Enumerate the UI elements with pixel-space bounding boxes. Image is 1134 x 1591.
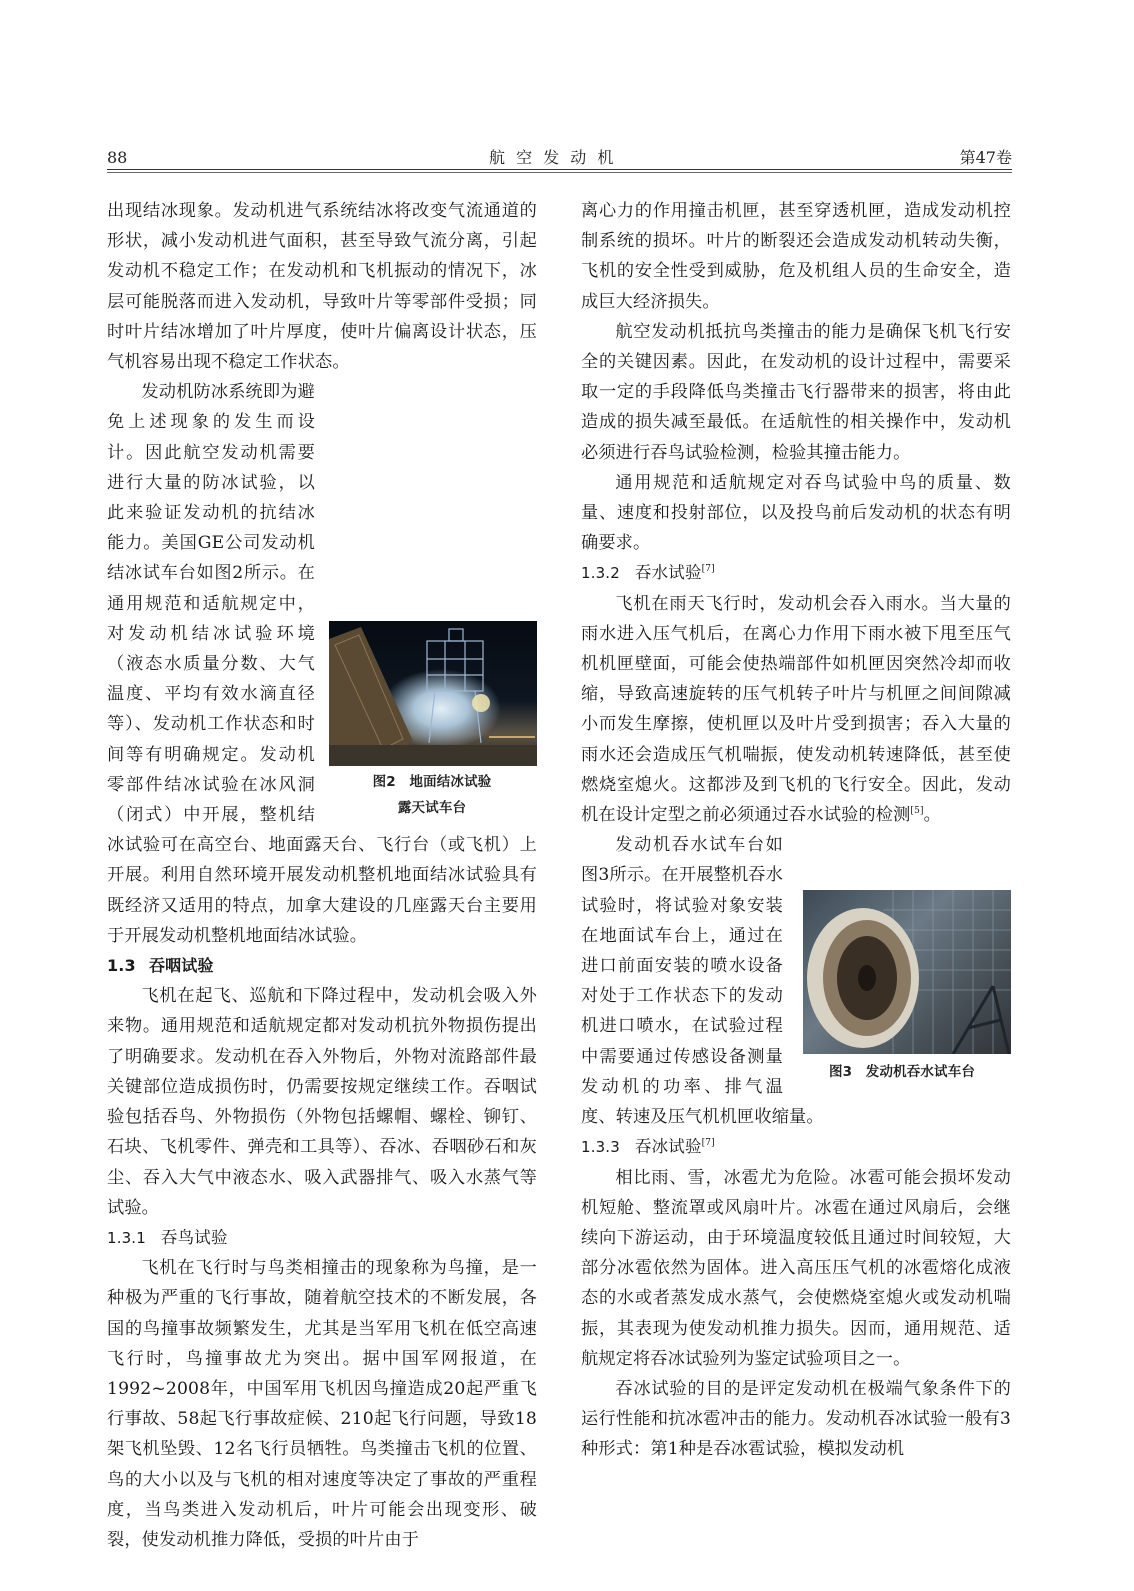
section-title: 吞咽试验 xyxy=(149,956,214,976)
section-title: 吞水试验 xyxy=(635,563,702,583)
journal-title: 航 空 发 动 机 xyxy=(489,148,617,167)
section-number: 1.3.1 xyxy=(107,1228,146,1247)
section-heading-1-3 xyxy=(107,951,537,981)
section-title: 吞冰试验 xyxy=(635,1137,702,1157)
page-number: 88 xyxy=(107,148,128,167)
right-column xyxy=(581,196,1011,1465)
volume-label: 第47卷 xyxy=(959,148,1012,167)
section-number: 1.3 xyxy=(107,956,136,976)
paragraph: 发动机吞水试车台如图3所示。在开展整机吞水试验时，将试验对象安装在地面试车台上，通过在进口前面安装的喷水设备对处于工作状态下的发动机进口喷水，在试验过程中需要通过传感设备测量发动机的功率、排气温度、转速及压气机机匣收缩量。 xyxy=(581,835,824,1128)
section-number: 1.3.2 xyxy=(581,564,620,583)
paragraph: 航空发动机抵抗鸟类撞击的能力是确保飞机飞行安全的关键因素。因此，在发动机的设计过程中，需要采取一定的手段降低鸟类撞击飞行器带来的损害，将由此造成的损失减至最低。在适航性的相关操作中，发动机必须进行吞鸟试验检测，检验其撞击能力。 xyxy=(581,321,1011,463)
figure-2-caption-line1: 图2 地面结冰试验 xyxy=(372,774,492,791)
paragraph: 离心力的作用撞击机匣，甚至穿透机匣，造成发动机控制系统的损坏。叶片的断裂还会造成发动机转动失衡，飞机的安全性受到威胁，危及机组人员的生命安全，造成巨大经济损失。 xyxy=(581,201,1011,312)
citation: [7] xyxy=(701,1138,715,1149)
paragraph-text: 飞机在雨天飞行时，发动机会吞入雨水。当大量的雨水进入压气机后，在离心力作用下雨水被下甩至压气机机匣壁面，可能会使热端部件如机匣因突然冷却而收缩，导致高速旋转的压气机转子叶片与机匣之间间隙减小而发生摩擦，使机匣以及叶片受到损害；吞入大量的雨水还会造成压气机喘振，使发动机转速降低，甚至使燃烧室熄火。这都涉及到飞机的飞行安全。因此，发动机在设计定型之前必须通过吞水试验的检测 xyxy=(581,593,1011,826)
figure-3-caption: 图3 发动机吞水试车台 xyxy=(828,1064,976,1081)
figure-2-image xyxy=(329,621,537,766)
left-column xyxy=(107,196,537,1555)
section-heading-1-3-2 xyxy=(581,558,1011,588)
figure-2 xyxy=(327,621,537,820)
paragraph: 飞机在飞行时与鸟类相撞击的现象称为鸟撞，是一种极为严重的飞行事故，随着航空技术的不断发展，各国的鸟撞事故频繁发生，尤其是当军用飞机在低空高速飞行时，鸟撞事故尤为突出。据中国军网报道，在1992~2008年，中国军用飞机因鸟撞造成20起严重飞行事故、58起飞行事故症候、210起飞行问题，导致18架飞机坠毁、12名飞行员牺牲。鸟类撞击飞机的位置、鸟的大小以及与飞机的相对速度等决定了事故的严重程度，当鸟类进入发动机后，叶片可能会出现变形、破裂，使发动机推力降低，受损的叶片由于 xyxy=(107,1258,537,1550)
section-number: 1.3.3 xyxy=(581,1138,620,1157)
figure-2-caption-line2: 露天试车台 xyxy=(397,800,467,817)
figure-3 xyxy=(793,890,1011,1086)
water-ingestion-test-stand-drawing xyxy=(803,890,1011,1054)
paragraph: 飞机在起飞、巡航和下降过程中，发动机会吸入外来物。通用规范和适航规定都对发动机抗外物损伤提出了明确要求。发动机在吞入外物后，外物对流路部件最关键部位造成损伤时，仍需要按规定继续工作。吞咽试验包括吞鸟、外物损伤（外物包括螺帽、螺栓、铆钉、石块、飞机零件、弹壳和工具等）、吞冰、吞咽砂石和灰尘、吞入大气中液态水、吸入武器排气、吸入水蒸气等试验。 xyxy=(107,986,537,1218)
citation: [5] xyxy=(910,806,924,817)
figure-3-image xyxy=(803,890,1011,1054)
citation: [7] xyxy=(701,564,715,575)
paragraph: 相比雨、雪，冰雹尤为危险。冰雹可能会损坏发动机短舱、整流罩或风扇叶片。冰雹在通过风扇后，会继续向下游运动，由于环境温度较低且通过时间较短，大部分冰雹依然为固体。进入高压压气机的冰雹熔化成液态的水或者蒸发成水蒸气，会使燃烧室熄火或发动机喘振，其表现为使发动机推力损失。因而，通用规范、适航规定将吞冰试验列为鉴定试验项目之一。 xyxy=(581,1167,1011,1369)
header-rule-thin xyxy=(107,172,1012,173)
paragraph: 吞冰试验的目的是评定发动机在极端气象条件下的运行性能和抗冰雹冲击的能力。发动机吞冰试验一般有3种形式：第1种是吞冰雹试验，模拟发动机 xyxy=(581,1378,1011,1460)
paragraph: 出现结冰现象。发动机进气系统结冰将改变气流通道的形状，减小发动机进气面积，甚至导致气流分离，引起发动机不稳定工作；在发动机和飞机振动的情况下，冰层可能脱落而进入发动机，导致叶片等零部件受损；同时叶片结冰增加了叶片厚度，使叶片偏离设计状态，压气机容易出现不稳定工作状态。 xyxy=(107,201,537,373)
paragraph: 通用规范和适航规定对吞鸟试验中鸟的质量、数量、速度和投射部位，以及投鸟前后发动机的状态有明确要求。 xyxy=(581,472,1011,554)
paragraph-end: 。 xyxy=(923,805,941,826)
section-title: 吞鸟试验 xyxy=(161,1227,228,1247)
section-heading-1-3-3 xyxy=(581,1132,1011,1162)
paragraph xyxy=(581,589,1011,831)
section-heading-1-3-1 xyxy=(107,1223,537,1253)
paragraph: 发动机防冰系统即为避免上述现象的发生而设计。因此航空发动机需要进行大量的防冰试验，以此来验证发动机的抗结冰能力。美国GE公司发动机结冰试车台如图2所示。在通用规范和适航规定中，对发动机结冰试验环境（液态水质量分数、大气温度、平均有效水滴直径等）、发动机工作状态和时间等有明确规定。发动机零部件结冰试验在冰风洞（闭式）中开展，整机结冰试验可在高空台、地面露天台、飞行台（或飞机）上开展。利用自然环境开展发动机整机地面结冰试验具有既经济又适用的特点，加拿大建设的几座露天台主要用于开展发动机整机地面结冰试验。 xyxy=(107,382,537,946)
header-rule xyxy=(107,169,1012,170)
icing-test-stand-drawing xyxy=(329,621,537,766)
